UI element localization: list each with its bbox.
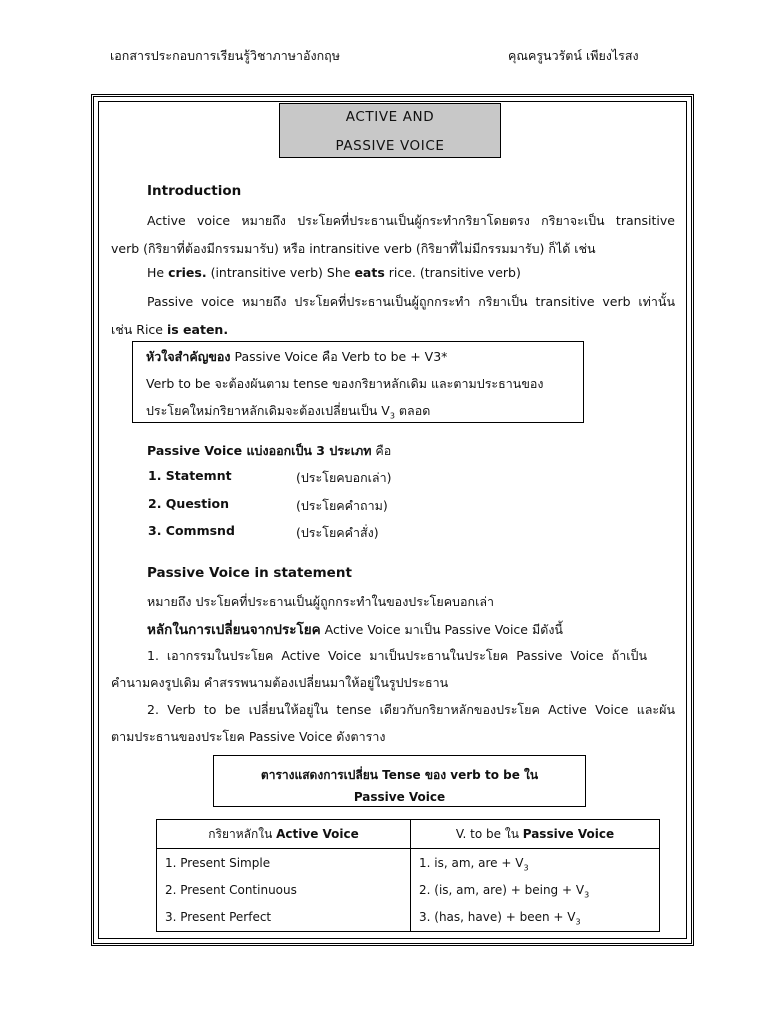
passive-form-3-text: 3. (has, have) + been + V — [419, 910, 576, 924]
table-row — [157, 849, 660, 932]
passive-form-2-sub: 3 — [584, 890, 590, 900]
title-line-1: ACTIVE AND — [345, 109, 435, 125]
example-end: rice. (transitive verb) — [384, 265, 521, 280]
key-line-3-b: ตลอด — [394, 403, 431, 418]
types-heading — [147, 441, 391, 461]
types-item-1-label: 1. Statemnt — [148, 468, 232, 483]
table-header-row — [157, 820, 660, 849]
active-tenses-cell — [157, 849, 411, 932]
example-cries: cries. — [168, 265, 207, 280]
passive-form-3-sub: 3 — [575, 917, 581, 927]
example-he: He — [147, 265, 169, 280]
passive-form-1-sub: 3 — [523, 863, 529, 873]
intro-p1-line2: verb (กิริยาที่ต้องมีกรรมมารับ) หรือ intransitive verb (กิริยาที่ไม่มีกรรมมารับ) ก็ได้ เช่น — [111, 241, 596, 256]
types-heading-rest: คือ — [371, 443, 392, 458]
rule-1-line1: 1. เอากรรมในประโยค Active Voice มาเป็นประธานในประโยค Passive Voice ถ้าเป็น — [147, 648, 647, 663]
key-line-1-rest: Passive Voice คือ Verb to be + V3* — [230, 349, 448, 364]
active-tense-3: 3. Present Perfect — [165, 910, 272, 924]
header-passive-bold: Passive Voice — [522, 826, 615, 841]
types-item-1-desc: (ประโยคบอกเล่า) — [296, 470, 392, 485]
types-heading-bold: Passive Voice แบ่งออกเป็น 3 ประเภท — [147, 443, 372, 458]
header-active-bold: Active Voice — [276, 826, 359, 841]
intro-example — [147, 265, 521, 280]
key-line-1-bold: หัวใจสำคัญของ — [146, 349, 231, 364]
passive-form-1 — [411, 850, 659, 877]
types-item-2-label: 2. Question — [148, 496, 229, 511]
table-title-line1: ตารางแสดงการเปลี่ยน Tense ของ verb to be ใน — [260, 768, 539, 782]
header-active-pre: กริยาหลักใน — [208, 826, 277, 841]
intro-heading: Introduction — [147, 183, 242, 199]
title-box — [279, 103, 501, 158]
p2-example-start: เช่น Rice — [111, 322, 167, 337]
example-eats: eats — [354, 265, 385, 280]
tense-table — [156, 819, 660, 932]
table-title-line2: Passive Voice — [353, 790, 446, 804]
title-line-2: PASSIVE VOICE — [335, 138, 445, 154]
types-item-3-label: 3. Commsnd — [148, 523, 235, 538]
header-subject: เอกสารประกอบการเรียนรู้วิชาภาษาอังกฤษ — [110, 48, 340, 63]
rule-heading-rest: Active Voice มาเป็น Passive Voice มีดังนี้ — [320, 622, 563, 637]
types-item-3-desc: (ประโยคคำสั่ง) — [296, 525, 379, 540]
header-passive-pre: V. to be ใน — [455, 826, 523, 841]
key-line-1 — [146, 347, 447, 367]
active-tense-2: 2. Present Continuous — [165, 883, 297, 897]
header-teacher: คุณครูนวรัตน์ เพียงไรสง — [508, 48, 639, 63]
active-tense-1: 1. Present Simple — [165, 856, 271, 870]
rule-2-line1: 2. Verb to be เปลี่ยนให้อยู่ใน tense เดียวกับกริยาหลักของประโยค Active Voice และผัน — [147, 702, 675, 717]
p2-example-bold: is eaten. — [166, 322, 229, 337]
passive-form-2-text: 2. (is, am, are) + being + V — [419, 883, 585, 897]
key-line-3-sub: 3 — [389, 411, 395, 421]
types-item-2-desc: (ประโยคคำถาม) — [296, 498, 388, 513]
key-line-2: Verb to be จะต้องผันตาม tense ของกริยาหลักเดิม และตามประธานของ — [146, 376, 544, 391]
rule-1-line2: คำนามคงรูปเดิม คำสรรพนามต้องเปลี่ยนมาให้อยู่ในรูปประธาน — [111, 675, 449, 690]
table-title-box — [213, 755, 586, 807]
table-header-active — [157, 820, 411, 849]
intro-p2-line2 — [111, 320, 228, 340]
intro-p1-line1: Active voice หมายถึง ประโยคที่ประธานเป็นผู้กระทำกริยาโดยตรง กริยาจะเป็น transitive — [147, 213, 675, 228]
rule-2-line2: ตามประธานของประโยค Passive Voice ดังตาราง — [111, 729, 386, 744]
key-line-3-a: ประโยคใหม่กริยาหลักเดิมจะต้องเปลี่ยนเป็น V — [146, 403, 390, 418]
statement-definition: หมายถึง ประโยคที่ประธานเป็นผู้ถูกกระทำในของประโยคบอกเล่า — [147, 594, 495, 609]
rule-heading-bold: หลักในการเปลี่ยนจากประโยค — [147, 622, 321, 638]
intro-p2-line1: Passive voice หมายถึง ประโยคที่ประธานเป็นผู้ถูกกระทำ กริยาเป็น transitive verb เท่านั้น — [147, 294, 675, 309]
page-header — [0, 46, 768, 68]
passive-form-1-text: 1. is, am, are + V — [419, 856, 524, 870]
statement-rule-heading — [147, 618, 563, 640]
passive-forms-cell — [411, 849, 660, 932]
example-mid: (intransitive verb) She — [206, 265, 355, 280]
table-header-passive — [411, 820, 660, 849]
statement-heading: Passive Voice in statement — [147, 565, 352, 581]
key-line-3 — [146, 401, 430, 421]
passive-form-2 — [411, 877, 659, 904]
passive-form-3 — [411, 904, 659, 931]
